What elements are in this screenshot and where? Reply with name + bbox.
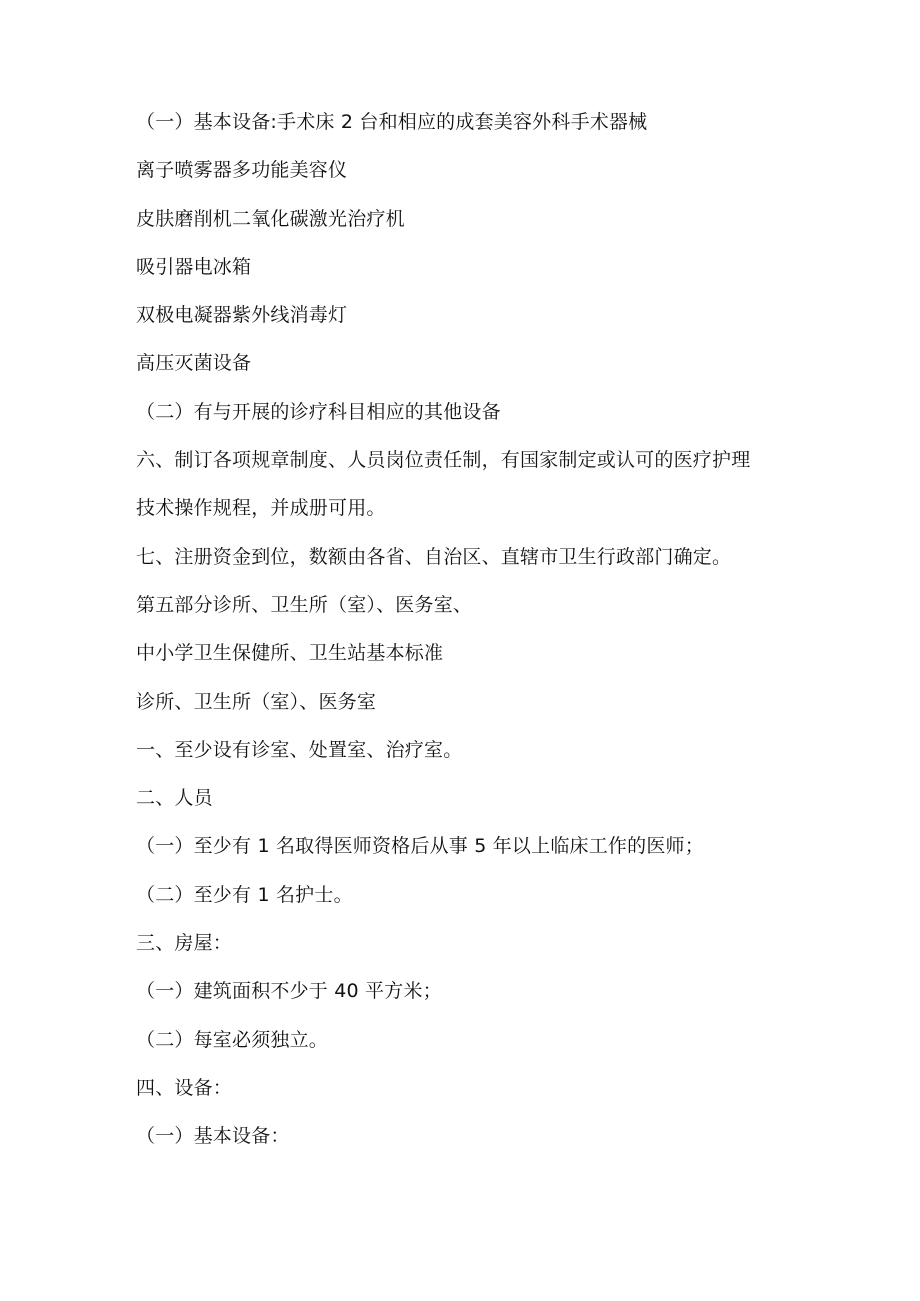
text-line: 六、制订各项规章制度、人员岗位责任制，有国家制定或认可的医疗护理 (136, 449, 751, 472)
text-line: （二）有与开展的诊疗科目相应的其他设备 (136, 400, 501, 423)
text-line: 一、至少设有诊室、处置室、治疗室。 (136, 738, 463, 761)
text-line: 吸引器电冰箱 (136, 255, 252, 278)
subsection-heading: 诊所、卫生所（室）、医务室 (136, 690, 377, 713)
text-line: （二）每室必须独立。 (136, 1028, 329, 1051)
text-line: 二、人员 (136, 787, 213, 810)
section-heading: 中小学卫生保健所、卫生站基本标准 (136, 642, 444, 665)
text-line: （二）至少有 1 名护士。 (136, 883, 353, 906)
text-line: 离子喷雾器多功能美容仪 (136, 159, 348, 182)
text-line: （一）基本设备： (136, 1125, 290, 1148)
text-line: （一）建筑面积不少于 40 平方米； (136, 980, 442, 1003)
text-line: （一）至少有 1 名取得医师资格后从事 5 年以上临床工作的医师； (136, 835, 704, 858)
text-line: 三、房屋： (136, 932, 233, 955)
text-line: 高压灭菌设备 (136, 352, 252, 375)
text-line: 双极电凝器紫外线消毒灯 (136, 304, 348, 327)
document-body (136, 104, 836, 1167)
text-line: （一）基本设备:手术床 2 台和相应的成套美容外科手术器械 (136, 111, 648, 133)
text-line: 四、设备： (136, 1076, 233, 1099)
text-line: 技术操作规程，并成册可用。 (136, 497, 386, 520)
text-line: 七、注册资金到位，数额由各省、自治区、直辖市卫生行政部门确定。 (136, 545, 732, 568)
text-line: 皮肤磨削机二氧化碳激光治疗机 (136, 207, 405, 230)
section-heading: 第五部分诊所、卫生所（室）、医务室、 (136, 593, 473, 616)
